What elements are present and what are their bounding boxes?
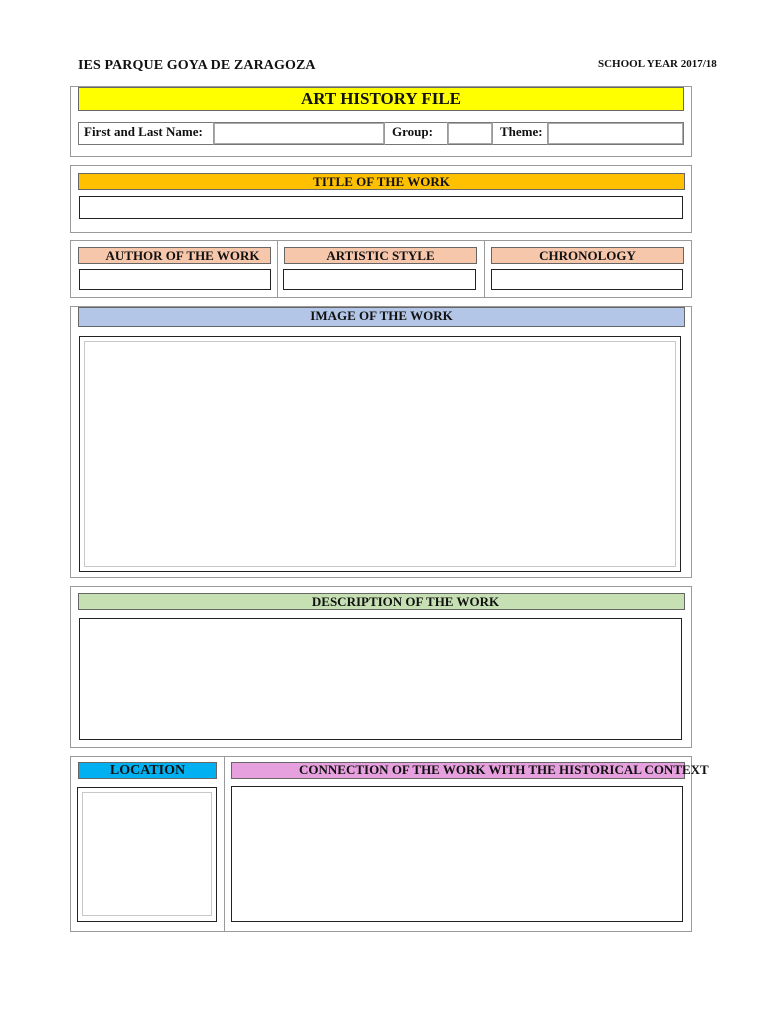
chronology-field[interactable] [491,269,683,290]
connection-bar: CONNECTION OF THE WORK WITH THE HISTORICAL CONTEXT [231,762,685,779]
image-frame [84,341,676,567]
connection-field[interactable] [231,786,683,922]
theme-label: Theme: [500,124,543,139]
style-field[interactable] [283,269,476,290]
divider [277,240,278,298]
divider [492,122,493,145]
school-name: IES PARQUE GOYA DE ZARAGOZA [78,58,316,73]
location-frame [82,792,212,916]
divider [224,756,225,932]
description-bar: DESCRIPTION OF THE WORK [78,593,685,610]
group-field[interactable] [448,123,492,144]
title-of-work-bar: TITLE OF THE WORK [78,173,685,190]
theme-field[interactable] [548,123,683,144]
author-field[interactable] [79,269,271,290]
image-of-work-bar: IMAGE OF THE WORK [78,307,685,327]
divider [484,240,485,298]
divider [384,122,385,145]
location-bar: LOCATION [78,762,217,779]
name-label: First and Last Name: [84,124,203,139]
school-year: SCHOOL YEAR 2017/18 [598,58,717,70]
file-title-bar: ART HISTORY FILE [78,87,684,111]
author-bar: AUTHOR OF THE WORK [78,247,271,264]
description-field[interactable] [79,618,682,740]
style-bar: ARTISTIC STYLE [284,247,477,264]
name-field[interactable] [214,123,384,144]
title-of-work-field[interactable] [79,196,683,219]
group-label: Group: [392,124,433,139]
chronology-bar: CHRONOLOGY [491,247,684,264]
